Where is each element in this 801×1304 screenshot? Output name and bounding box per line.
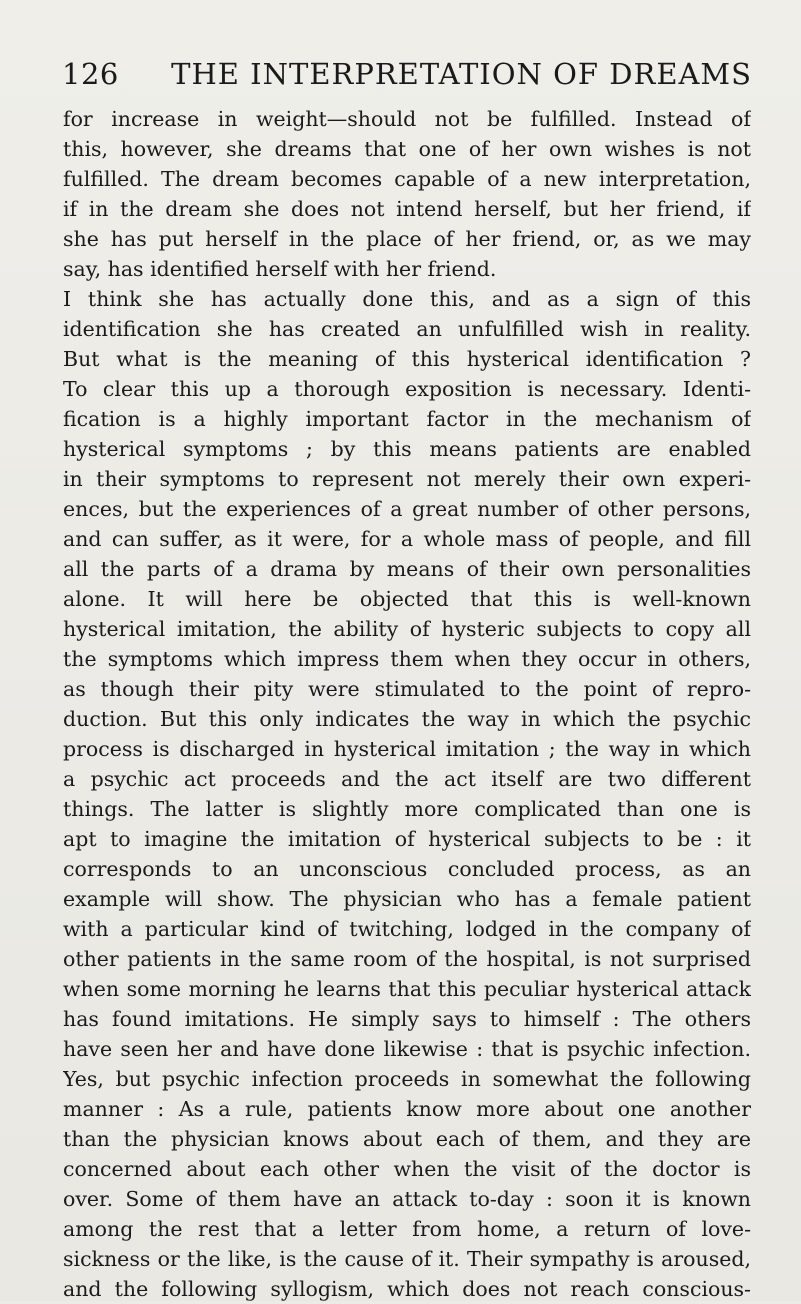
text-line: hysterical symptoms ; by this means patients are enabled [63, 437, 751, 461]
text-line: apt to imagine the imitation of hysterical subjects to be : it [63, 827, 751, 851]
text-line: a psychic act proceeds and the act itself are two different [63, 767, 751, 791]
text-line: have seen her and have done likewise : that is psychic infection. [63, 1037, 751, 1061]
text-line: when some morning he learns that this peculiar hysterical attack [63, 977, 751, 1001]
text-line: identification she has created an unfulfilled wish in reality. [63, 317, 751, 341]
text-line: in their symptoms to represent not merely their own experi- [63, 467, 751, 491]
text-line: other patients in the same room of the hospital, is not surprised [63, 947, 751, 971]
text-line: and can suffer, as it were, for a whole mass of people, and fill [63, 527, 751, 551]
page-number: 126 [62, 57, 119, 91]
text-line: To clear this up a thorough exposition is necessary. Identi- [63, 377, 751, 401]
text-line: things. The latter is slightly more complicated than one is [63, 797, 751, 821]
text-line: and the following syllogism, which does not reach conscious- [63, 1277, 751, 1301]
text-line: process is discharged in hysterical imitation ; the way in which [63, 737, 751, 761]
text-line: concerned about each other when the visit of the doctor is [63, 1157, 751, 1181]
text-line: duction. But this only indicates the way in which the psychic [63, 707, 751, 731]
text-line: example will show. The physician who has a female patient [63, 887, 751, 911]
text-line: all the parts of a drama by means of their own personalities [63, 557, 751, 581]
text-line: I think she has actually done this, and as a sign of this [63, 287, 751, 311]
text-line: Yes, but psychic infection proceeds in somewhat the following [63, 1067, 751, 1091]
text-line: sickness or the like, is the cause of it. Their sympathy is aroused, [63, 1247, 751, 1271]
text-line: hysterical imitation, the ability of hysteric subjects to copy all [63, 617, 751, 641]
text-line: than the physician knows about each of them, and they are [63, 1127, 751, 1151]
text-line: among the rest that a letter from home, a return of love- [63, 1217, 751, 1241]
text-line: corresponds to an unconscious concluded process, as an [63, 857, 751, 881]
text-line: this, however, she dreams that one of her own wishes is not [63, 137, 751, 161]
text-line: ences, but the experiences of a great number of other persons, [63, 497, 751, 521]
text-line: alone. It will here be objected that this is well-known [63, 587, 751, 611]
text-line: say, has identified herself with her friend. [63, 257, 497, 281]
page-header [62, 57, 752, 97]
running-head: THE INTERPRETATION OF DREAMS [171, 57, 752, 91]
text-line: fication is a highly important factor in the mechanism of [63, 407, 751, 431]
text-line: if in the dream she does not intend herself, but her friend, if [63, 197, 751, 221]
text-line: over. Some of them have an attack to-day : soon it is known [63, 1187, 751, 1211]
text-line: she has put herself in the place of her friend, or, as we may [63, 227, 751, 251]
body-text [63, 104, 751, 1304]
text-line: But what is the meaning of this hysterical identification ? [63, 347, 751, 371]
text-line: fulfilled. The dream becomes capable of a new interpretation, [63, 167, 751, 191]
text-line: the symptoms which impress them when they occur in others, [63, 647, 751, 671]
text-line: for increase in weight—should not be fulfilled. Instead of [63, 107, 751, 131]
text-line: manner : As a rule, patients know more about one another [63, 1097, 751, 1121]
text-line: with a particular kind of twitching, lodged in the company of [63, 917, 751, 941]
text-line: has found imitations. He simply says to himself : The others [63, 1007, 751, 1031]
text-line: as though their pity were stimulated to the point of repro- [63, 677, 751, 701]
